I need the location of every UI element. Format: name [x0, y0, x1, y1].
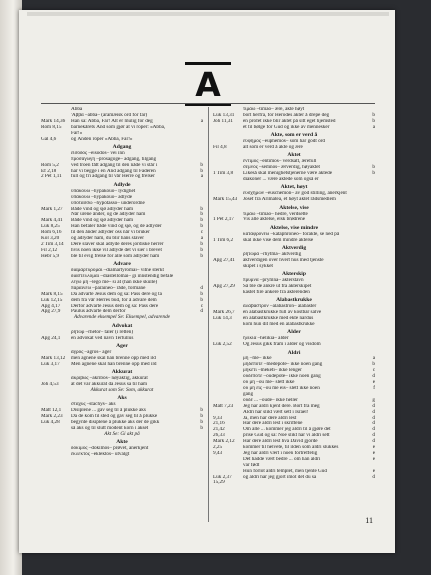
entry-marker	[368, 197, 375, 203]
entry-text: μηδέποτε –mēdepote– ikke noen gang	[243, 362, 323, 368]
column-divider	[208, 107, 209, 522]
entry-marker: e	[372, 444, 375, 451]
entry-text: men agnene skal han brenne opp med ild	[71, 355, 156, 361]
entry-marker	[196, 382, 203, 388]
entry-text: skipet i sykket	[243, 263, 273, 269]
entry-text: δόκιμος –dokimos– prøvet, anerkjent	[71, 445, 149, 451]
entry-text	[243, 480, 368, 486]
scripture-reference	[41, 426, 71, 432]
entry-text: λέγω μή –legō mē– si at (han ikke skulle)	[71, 279, 158, 285]
entry-row	[213, 238, 375, 244]
entry-marker: e	[372, 449, 375, 456]
entry-text: gang	[243, 391, 254, 397]
entry-marker: b	[200, 246, 203, 253]
entry-text: kastet fire ankere fra akterenden	[243, 289, 310, 295]
entry-text: en advokat ved navn Tertullus	[71, 335, 134, 341]
entry-marker: b	[200, 412, 203, 419]
entry-text: Og Jesus gikk fram i alder og visdom	[243, 342, 321, 348]
entry-heading: Akte	[116, 439, 128, 446]
entry-text: διαστέλλομαι –diastellomai– gi innstendig befale	[71, 273, 174, 279]
entry-text: og Ånden roper «Abba, Far!»	[71, 136, 133, 142]
right-column	[213, 107, 375, 522]
entry-marker: e	[372, 455, 375, 462]
scripture-reference: Matt 12,1	[41, 408, 62, 413]
entry-marker: a	[200, 173, 203, 180]
entry-text: εὐσχήμων –euschēmōn– av god stilling, anerkjent	[243, 191, 347, 197]
entry-heading: Akterskip	[282, 271, 306, 278]
entry-text: og adlyder ham, du blir hans slaver	[71, 236, 145, 242]
entry-marker	[368, 322, 375, 328]
entry-marker: b	[200, 296, 203, 303]
entry-text: Far!»	[71, 130, 83, 136]
entry-text: τιμάω –timaō– hedre, verdsette	[243, 211, 308, 217]
entry-text: παραινέω –paraineō– råde, formane	[71, 285, 146, 291]
scripture-reference: Apg 24,1	[41, 335, 61, 341]
scripture-reference: Mark 15,43	[213, 197, 238, 203]
entry-marker: c	[200, 302, 203, 309]
entry-marker: d	[372, 473, 375, 480]
entry-text: hvis noen ikke vil adlyde det vi sier i brevet	[71, 247, 162, 253]
entry-row	[41, 254, 203, 260]
entry-text: ὑπακούω –hypakouō– adlyde	[71, 194, 133, 200]
entry-heading: Alabastkrukke	[276, 297, 312, 304]
scripture-reference: 9,43	[213, 450, 223, 456]
entry-text: Abba	[71, 107, 83, 112]
entry-marker: b	[200, 252, 203, 259]
entry-text: til den ånder adlyder oss når vi bruker	[71, 230, 150, 236]
entry-text: var født	[243, 462, 260, 468]
entry-text: Jeg har aldri vært i noen fortreffelig	[243, 450, 318, 456]
scripture-reference: 26,33	[213, 433, 225, 439]
cross-reference: Advarende eksempel Se: Eksempel, advarende	[74, 314, 170, 321]
entry-text: begynte disiplene å plukke aks der de gikk	[71, 419, 160, 425]
entry-marker: b	[200, 167, 203, 174]
entry-marker: b	[200, 290, 203, 297]
entry-row	[213, 145, 375, 151]
entry-marker: b	[372, 361, 375, 368]
entry-row	[213, 197, 375, 203]
scripture-reference: Mark 14,36	[41, 118, 66, 124]
entry-text: Derfor advarte Jesus dem og sa: Pass dere	[71, 303, 159, 309]
entry-text: full og fri adgang til vår Herre og frelser	[71, 174, 155, 180]
entry-text: så aks og til slutt modent korn i akset	[71, 425, 149, 431]
cross-reference: Akkurat som Se: Som, akkurat	[90, 386, 154, 393]
scripture-reference: 15,29	[213, 480, 225, 486]
entry-text: Han sa: Abba, Far! Alt er mulig for deg	[71, 118, 153, 124]
scripture-reference	[213, 177, 243, 183]
scripture-reference	[41, 452, 71, 458]
entry-marker: a	[200, 117, 203, 124]
entry-text: ble til evig frelse for alle som adlyder ham	[71, 253, 160, 259]
entry-text: Hun forlot aldri templet, men tjente Gud	[243, 468, 327, 474]
scripture-reference: Mark 4,41	[41, 218, 63, 224]
entry-marker	[196, 336, 203, 342]
scripture-reference: Ef 2,18	[41, 168, 57, 174]
entry-heading: Advokat	[111, 322, 133, 329]
scripture-reference: Apg 4,17	[41, 303, 61, 309]
scripture-reference: 2,25	[213, 445, 223, 451]
entry-text: Josef fra Arimatea, et høyt aktet rådsmedlem	[243, 197, 336, 203]
entry-marker	[368, 342, 375, 348]
entry-row	[213, 322, 375, 328]
entry-text: οὐ μή –ou mē– slett ikke	[243, 380, 295, 386]
entry-text: Så ble de ankre ut fra akterskipet	[243, 283, 312, 289]
page-top-band	[27, 12, 389, 16]
scripture-reference: Apg 27,29	[213, 283, 235, 289]
entry-text: Vis alle aktelse, elsk brødrene	[243, 217, 306, 223]
entry-heading: Aktet	[287, 152, 301, 159]
entry-text: Både vind og sjø adlyder ham	[71, 218, 134, 224]
entry-heading: Adlyde	[113, 181, 131, 188]
entry-marker: b	[372, 111, 375, 118]
entry-text: εἴσοδος –eisodos– vei inn	[71, 150, 125, 156]
entry-text: Jeg har aldri kjent dere. Bort fra meg	[243, 403, 320, 409]
entry-text: Om alle ... kommer jeg aldri til å gjøre det	[243, 427, 331, 433]
scripture-reference: Luk 8,25	[41, 224, 60, 230]
entry-row	[213, 177, 375, 183]
scripture-reference: Rom 5,2	[41, 162, 59, 168]
scripture-reference: Joh 11,31	[213, 118, 233, 124]
entry-text: ὑπακούω –hypakouō– lydighet	[71, 188, 136, 194]
entry-heading: Aktet, høyt	[280, 184, 308, 191]
entry-marker: d	[200, 284, 203, 291]
entry-text: bort herfra, for Herodes akter å drepe deg	[243, 112, 330, 118]
entry-marker: f	[373, 384, 375, 391]
scripture-reference: Apg 27,41	[213, 257, 235, 263]
scripture-reference: Luk 2,52	[213, 342, 232, 348]
entry-text: οὐδέποτε –oudepote– ikke noen gang	[243, 374, 321, 380]
entry-text: ἡλικία –hēlikia– alder	[243, 336, 289, 342]
entry-heading: Aldri	[287, 349, 301, 356]
entry-text: Det hadde vært bedre ... om han aldri	[243, 456, 321, 462]
scripture-reference: Rom 8,15	[41, 124, 62, 130]
entry-text: Disiplene ... gav seg til å plukke aks	[71, 408, 146, 413]
scripture-reference: Luk 14,3	[213, 316, 232, 321]
entry-heading: Aktelse, vise mindre	[269, 224, 319, 231]
entry-marker: b	[372, 117, 375, 124]
scripture-reference: Luk 13,31	[213, 112, 235, 118]
scripture-reference: Mark 26,7	[213, 310, 235, 316]
entry-text: Dere slaver skal adlyde deres jordiske herrer	[71, 241, 164, 247]
entry-row	[41, 452, 203, 458]
entry-text: kommer til helvete, til ilden som aldri slukkes	[243, 445, 339, 451]
entry-heading: Akte, som er verd å	[270, 132, 318, 139]
entry-text: diakoner ... være aktede som også er	[243, 176, 319, 182]
entry-row	[41, 174, 203, 180]
entry-marker: b	[200, 407, 203, 413]
section-letter: A	[185, 62, 231, 106]
entry-heading: Alder	[287, 329, 301, 336]
entry-text: en alabastkrukke med ekte nardus	[243, 316, 314, 321]
entry-text: διαμαρτύρομαι –diamartyromai– vitne sterkt	[71, 268, 164, 274]
entry-marker: b	[200, 418, 203, 425]
entry-text: ῥήτωρα –rhytma– aktverdig	[243, 251, 302, 257]
entry-row	[213, 125, 375, 131]
entry-heading: Aks	[117, 395, 127, 402]
entry-text: en profet ikke blir aktet på sitt eget hjemsted	[243, 118, 336, 124]
entry-text: ὑποτάσσω –hypotassō– underordne	[71, 200, 145, 206]
entry-text: καταφρονέω –kataphroneō– forakte, se ned på	[243, 231, 340, 237]
entry-heading: Advare	[113, 261, 131, 268]
entry-marker: b	[200, 223, 203, 230]
entry-text: ἐκλεκτός –eklektos– utvalgt	[71, 451, 130, 457]
entry-heading: Akkurat	[111, 369, 133, 376]
entry-row	[213, 290, 375, 296]
entry-marker	[368, 480, 375, 486]
entry-text: barnekårets Ånd som gjør at vi roper: «Abba,	[71, 124, 166, 130]
entry-text: Har dere aldri lest hva David gjorde	[243, 439, 318, 445]
entry-text: πρύμνα –prymna– akterstavn	[243, 278, 304, 284]
entry-text: προσαγωγή –prosagōgē– adgang, tilgang	[71, 156, 157, 162]
entry-marker: c	[372, 367, 375, 374]
column-top-rule	[41, 103, 375, 104]
scripture-reference: Kol 3,20	[41, 236, 60, 242]
entry-text: τιμάω –timaō– ære, akte høyt	[243, 107, 305, 112]
entry-marker: b	[200, 424, 203, 431]
entry-marker: a	[372, 355, 375, 362]
entry-heading: Aktverdig	[281, 245, 307, 252]
scripture-reference	[213, 264, 243, 270]
entry-marker: e	[372, 379, 375, 386]
scripture-reference: Mark 1,27	[41, 206, 63, 212]
scripture-reference: Luk 3,17	[41, 361, 60, 367]
scripture-reference: Rom 6,16	[41, 230, 62, 236]
entry-heading: Ager	[116, 342, 128, 349]
scripture-reference	[213, 290, 243, 296]
scripture-reference: 2 Tim 3,14	[41, 241, 64, 247]
dictionary-page	[19, 10, 395, 553]
entry-text: ἀγρός –agros– ager	[71, 349, 112, 355]
scripture-reference: 1 Pet 2,17	[213, 217, 234, 223]
entry-text: εὔφημος –euphēmos– som har godt ord	[243, 139, 325, 145]
entry-text: dem fra vår Herres bud, for å advare dem	[71, 297, 157, 303]
entry-text: οὐδὲ ... –oude– ikke heller	[243, 397, 298, 403]
scripture-reference: Gal 4,6	[41, 136, 57, 142]
scripture-reference: 2 Pet 1,11	[41, 174, 62, 180]
entry-text: Når urene ånder, og de adlyder ham	[71, 212, 146, 218]
scripture-reference: Luk 4,28	[41, 419, 60, 425]
scripture-reference: Fil 4,8	[213, 144, 227, 150]
entry-marker	[368, 264, 375, 270]
scripture-reference: 21,16	[213, 421, 225, 427]
scripture-reference: Joh 4,53	[41, 381, 59, 387]
cross-reference: Akt Se: Gi akt på	[104, 430, 140, 437]
left-column	[41, 107, 203, 522]
entry-marker: g	[372, 396, 375, 403]
entry-row	[41, 362, 203, 368]
entry-text: Da de kom til sted og gav seg til å plukke	[71, 413, 158, 419]
entry-marker	[196, 137, 203, 143]
entry-text: 'Αββα –abba– (aramæisk ord for far)	[71, 112, 148, 118]
entry-marker	[368, 177, 375, 183]
entry-marker	[196, 362, 203, 368]
scripture-reference: 21,42	[213, 427, 225, 433]
scripture-reference: Mark 8,15	[41, 291, 63, 297]
entry-marker: a	[372, 123, 375, 130]
entry-text: μηκέτι –mēketi– ikke lenger	[243, 368, 302, 374]
scripture-reference: 1 Tim 6,2	[213, 237, 234, 243]
entry-marker	[368, 238, 375, 244]
entry-marker: d	[200, 308, 203, 315]
entry-marker	[368, 145, 375, 151]
scripture-reference: 9,33	[213, 415, 223, 421]
entry-text: οὐ μή εἰς –ou mē eis– slett ikke noen	[243, 385, 320, 391]
entry-text: at det var akkurat da Jesus sa til ham	[71, 381, 148, 387]
scripture-reference: 1 Tim 3,8	[213, 171, 234, 177]
entry-row	[41, 137, 203, 143]
entry-marker: a	[200, 235, 203, 242]
entry-text: ἀλάβαστρον –alabastron– alabaster	[243, 304, 317, 310]
entry-text: Ja, men har dere aldri lest	[243, 415, 297, 421]
entry-text: aktverdigen over hvert hus med tjenste	[243, 257, 324, 263]
entry-marker: d	[372, 414, 375, 421]
entry-text: σεμνός –semnos– ærverdig, høyaktet	[243, 165, 320, 171]
entry-heading: Adgang	[112, 143, 132, 150]
entry-text: ἐντιμος –entimos– verdsatt, ærefull	[243, 159, 317, 165]
entry-marker: d	[372, 432, 375, 439]
scripture-reference: Hebr 5,9	[41, 253, 60, 259]
entry-text: et til bølge for Gud og ikke av mennesker	[243, 124, 330, 130]
scripture-reference: Luk 12,15	[41, 297, 63, 303]
entry-text: στάχυς –stachys– aks	[71, 402, 116, 408]
entry-marker: c	[200, 229, 203, 236]
entry-marker: d	[372, 402, 375, 409]
entry-text: skal ikke vise dem mindre aktelse	[243, 237, 314, 243]
scripture-reference: Matt 7,23	[213, 403, 234, 409]
entry-text: Han befaler både vind og sjø, og de adlyder	[71, 224, 162, 230]
entry-marker	[368, 290, 375, 296]
scripture-reference: Mark 2,12	[213, 439, 235, 445]
scripture-reference	[213, 125, 243, 131]
entry-text: ved troen fått adgang til den nåde vi står i	[71, 162, 158, 168]
entry-text: Paulus advarte dem derfor	[71, 309, 126, 315]
entry-marker: d	[372, 426, 375, 433]
entry-text: kom hun dit med en alabastkrukke	[243, 321, 315, 327]
entry-text: prise Gud og sa: Noe slikt har vi aldri sett	[243, 433, 330, 439]
entry-text: ῥήτωρ –rhētōr– taler (i retten)	[71, 329, 134, 335]
entry-marker: b	[200, 217, 203, 224]
entry-row	[213, 217, 375, 223]
entry-text: har vi begge i én Ånd adgang til Faderen	[71, 168, 156, 174]
entry-text: Aldri har slikt vært sett i Israel!	[243, 409, 309, 415]
entry-row	[213, 342, 375, 348]
entry-text: ἀκριβῶς –akribōs– nøyaktig, akkurat	[71, 375, 148, 381]
entry-text: alt som er verd å akte og ære	[243, 144, 303, 150]
entry-heading: Aktelse, vise	[279, 204, 309, 211]
entry-marker: b	[372, 164, 375, 171]
entry-text: μή –mē– ikke	[243, 356, 272, 362]
entry-marker	[196, 452, 203, 458]
scripture-reference	[213, 322, 243, 328]
entry-text: og aldri har jeg gjort imot det du sa	[243, 474, 317, 480]
entry-marker: b	[200, 161, 203, 168]
entry-marker: e	[372, 467, 375, 474]
entry-marker: d	[372, 438, 375, 445]
entry-marker: d	[372, 420, 375, 427]
scripture-reference: Luk 2,37	[213, 474, 232, 480]
scripture-reference: Apg 27,9	[41, 309, 61, 315]
entry-row	[213, 480, 375, 486]
entry-row	[213, 264, 375, 270]
entry-marker: d	[372, 373, 375, 380]
scripture-reference: Fil 2,12	[41, 247, 58, 253]
entry-marker: b	[200, 205, 203, 212]
entry-text: en alabastkrukke full av kostbar salve	[243, 310, 322, 316]
entry-marker: d	[372, 408, 375, 415]
scripture-reference: Mark 2,23	[41, 413, 63, 419]
entry-marker: b	[200, 240, 203, 247]
entry-text: Likeså skal menighetstjenerne være aktede	[243, 171, 333, 177]
entry-text: Har dere aldri lest i skriftene	[243, 421, 303, 427]
entry-text: Men agnene skal han brenne opp med ild	[71, 361, 157, 367]
entry-marker: b	[372, 170, 375, 177]
page-number: 11	[365, 516, 373, 525]
entry-marker: b	[200, 211, 203, 218]
entry-marker	[368, 217, 375, 223]
entry-text: Både vind og sjø adlyder ham	[71, 206, 134, 212]
scripture-reference: Mark 13,12	[41, 355, 66, 361]
entry-text: Da advarte Jesus dem og sa: Pass dere og ta	[71, 291, 162, 297]
entry-row	[41, 336, 203, 342]
